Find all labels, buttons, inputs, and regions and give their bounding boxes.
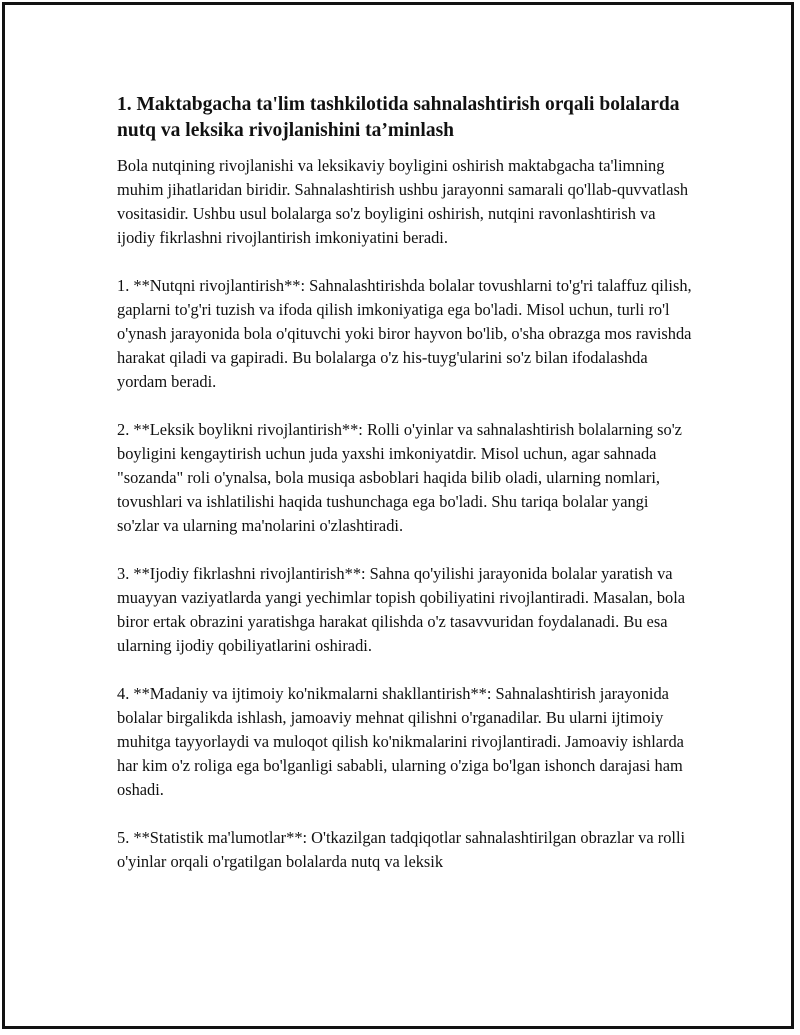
document-body: [117, 92, 692, 898]
document-title: 1. Maktabgacha ta'lim tashkilotida sahnalashtirish orqali bolalarda nutq va leksika rivojlanishini ta’minlash: [117, 94, 680, 141]
paragraph-social-skills: 4. **Madaniy va ijtimoiy ko'nikmalarni shakllantirish**: Sahnalashtirish jarayonida bolalar birgalikda ishlash, jamoaviy mehnat qilishni o'rganadilar. Bu ularni ijtimoiy muhitga tayyorlaydi va muloqot qilish ko'nikmalarini rivojlantiradi. Jamoaviy ishlarda har kim o'z roliga ega bo'lganligi sababli, ularning o'ziga bo'lgan ishonch darajasi ham oshadi.: [117, 684, 684, 799]
paragraph-lexical-development: 2. **Leksik boylikni rivojlantirish**: Rolli o'yinlar va sahnalashtirish bolalarning so'z boyligini kengaytirish uchun juda yaxshi imkoniyatdir. Misol uchun, agar sahnada "sozanda" roli o'ynalsa, bola musiqa asboblari haqida bilib oladi, ularning nomlari, tovushlari va ishlatilishi haqida tushunchaga ega bo'ladi. Shu tariqa bolalar yangi so'zlar va ularning ma'nolarini o'zlashtiradi.: [117, 420, 682, 535]
paragraph-speech-development: 1. **Nutqni rivojlantirish**: Sahnalashtirishda bolalar tovushlarni to'g'ri talaffuz qilish, gaplarni to'g'ri tuzish va ifoda qilish imkoniyatiga ega bo'ladi. Misol uchun, turli ro'l o'ynash jarayonida bola o'qituvchi yoki biror hayvon bo'lib, o'sha obrazga mos ravishda harakat qiladi va gapiradi. Bu bolalarga o'z his-tuyg'ularini so'z bilan ifodalashda yordam beradi.: [117, 276, 692, 391]
paragraph-creative-thinking: 3. **Ijodiy fikrlashni rivojlantirish**: Sahna qo'yilishi jarayonida bolalar yaratish va muayyan vaziyatlarda yangi yechimlar topish qobiliyatini rivojlantiradi. Masalan, bola biror ertak obrazini yaratishga harakat qilishda o'z tasavvuridan foydalanadi. Bu esa ularning ijodiy qobiliyatlarini oshiradi.: [117, 564, 686, 655]
paragraph-statistics: 5. **Statistik ma'lumotlar**: O'tkazilgan tadqiqotlar sahnalashtirilgan obrazlar va rolli o'yinlar orqali o'rgatilgan bolalarda nutq va leksik: [117, 828, 686, 871]
paragraph-intro: Bola nutqining rivojlanishi va leksikaviy boyligini oshirish maktabgacha ta'limning muhim jihatlaridan biridir. Sahnalashtirish ushbu jarayonni samarali qo'llab-quvvatlash vositasidir. Ushbu usul bolalarga so'z boyligini oshirish, nutqini ravonlashtirish va ijodiy fikrlashni rivojlantirish imkoniyatini beradi.: [117, 156, 689, 247]
